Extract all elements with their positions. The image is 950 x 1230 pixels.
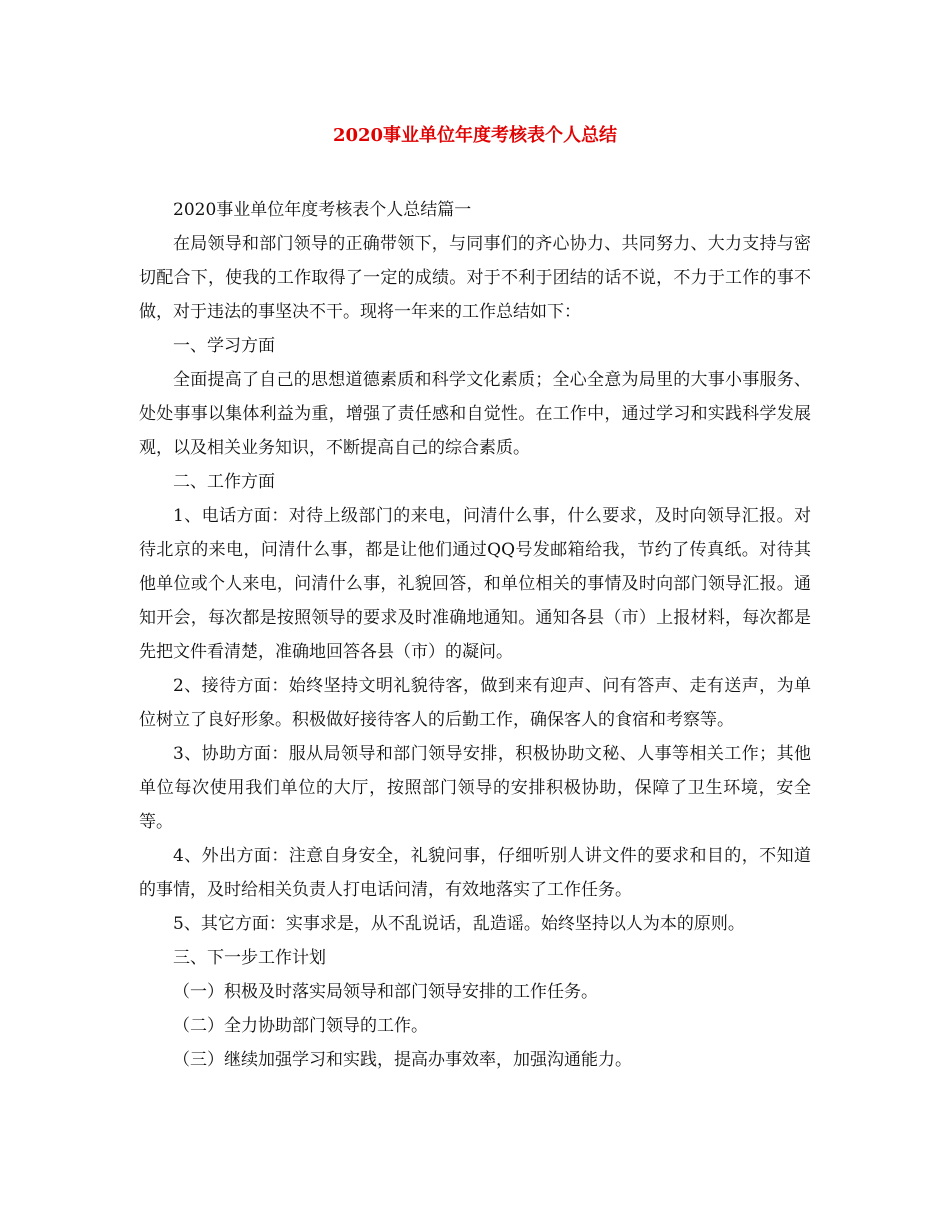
work-item-other: 5、其它方面：实事求是，从不乱说话，乱造谣。始终坚持以人为本的原则。 [173,914,745,934]
section-heading-next-plan: 三、下一步工作计划 [173,948,326,968]
work-item-assistance: 3、协助方面：服从局领导和部门领导安排，积极协助文秘、人事等相关工作；其他单位每次使用我们单位的大厅，按照部门领导的安排积极协助，保障了卫生环境，安全等。 [139,744,811,832]
document-body [139,193,811,1077]
plan-item-1: （一）积极及时落实局领导和部门领导安排的工作任务。 [173,982,598,1002]
document-title: 2020事业单位年度考核表个人总结 [332,125,618,146]
plan-item-3: （三）继续加强学习和实践，提高办事效率，加强沟通能力。 [173,1050,632,1070]
section-heading-study: 一、学习方面 [173,336,275,356]
work-item-reception: 2、接待方面：始终坚持文明礼貌待客，做到来有迎声、问有答声、走有送声，为单位树立了良好形象。积极做好接待客人的后勤工作，确保客人的食宿和考察等。 [139,676,811,730]
plan-item-2: （二）全力协助部门领导的工作。 [173,1016,428,1036]
study-paragraph: 全面提高了自己的思想道德素质和科学文化素质；全心全意为局里的大事小事服务、处处事事以集体利益为重，增强了责任感和自觉性。在工作中，通过学习和实践科学发展观，以及相关业务知识，不断提高自己的综合素质。 [139,370,811,458]
section-heading-work: 二、工作方面 [173,472,275,492]
intro-paragraph: 在局领导和部门领导的正确带领下，与同事们的齐心协力、共同努力、大力支持与密切配合下，使我的工作取得了一定的成绩。对于不利于团结的话不说，不力于工作的事不做，对于违法的事坚决不干。现将一年来的工作总结如下： [139,234,811,322]
work-item-outing: 4、外出方面：注意自身安全，礼貌问事，仔细听别人讲文件的要求和目的，不知道的事情，及时给相关负责人打电话问清，有效地落实了工作任务。 [139,846,811,900]
section-heading-part-one: 2020事业单位年度考核表个人总结篇一 [173,200,472,220]
work-item-phone: 1、电话方面：对待上级部门的来电，问清什么事，什么要求，及时向领导汇报。对待北京的来电，问清什么事，都是让他们通过QQ号发邮箱给我，节约了传真纸。对待其他单位或个人来电，问清什么事，礼貌回答，和单位相关的事情及时向部门领导汇报。通知开会，每次都是按照领导的要求及时准确地通知。通知各县（市）上报材料，每次都是先把文件看清楚，准确地回答各县（市）的凝问。 [139,506,811,662]
